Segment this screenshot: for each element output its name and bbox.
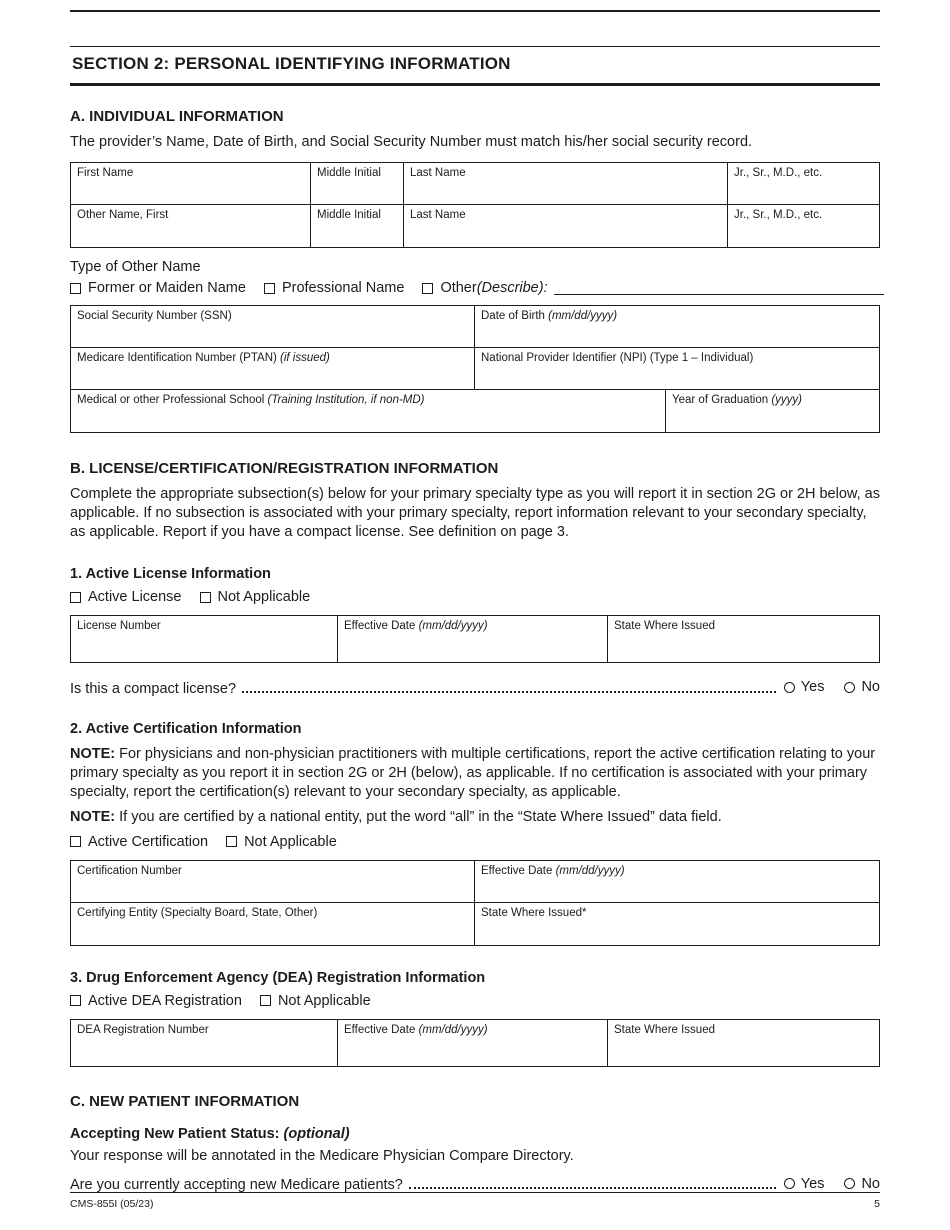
professional-name-label: Professional Name bbox=[281, 280, 405, 296]
compact-license-yes-radio[interactable] bbox=[784, 682, 795, 693]
certification-table-row2 bbox=[71, 903, 879, 945]
last-name-field[interactable] bbox=[404, 163, 728, 204]
license-options bbox=[70, 589, 880, 605]
dob-label: Date of Birth bbox=[481, 310, 549, 322]
page-footer bbox=[70, 1192, 880, 1210]
name-table-row1 bbox=[71, 163, 879, 205]
dea-number-field[interactable] bbox=[71, 1020, 338, 1066]
other-name-label: Other bbox=[440, 280, 477, 296]
accepting-status-label: Accepting New Patient Status: bbox=[70, 1125, 284, 1142]
new-patients-no-radio[interactable] bbox=[844, 1178, 855, 1189]
section-banner bbox=[70, 46, 880, 86]
cert-effective-date-note: (mm/dd/yyyy) bbox=[555, 864, 625, 877]
new-patients-yes-option[interactable] bbox=[784, 1176, 825, 1192]
other-describe-line[interactable] bbox=[554, 281, 884, 295]
accepting-status-note: (optional) bbox=[283, 1125, 350, 1142]
former-maiden-option[interactable] bbox=[70, 280, 246, 296]
cert-effective-date-label: Effective Date bbox=[481, 864, 556, 877]
other-last-name-label: Last Name bbox=[410, 209, 466, 221]
dea-table-row bbox=[71, 1020, 879, 1066]
dob-field[interactable] bbox=[475, 306, 879, 347]
active-certification-label: Active Certification bbox=[88, 833, 209, 850]
license-effective-date-field[interactable] bbox=[338, 616, 608, 662]
certifying-entity-field[interactable] bbox=[71, 903, 475, 945]
compact-license-question-row bbox=[70, 679, 880, 697]
top-rule bbox=[70, 10, 880, 12]
former-maiden-checkbox[interactable] bbox=[70, 283, 81, 294]
middle-initial-field[interactable] bbox=[311, 163, 404, 204]
dea-effective-date-field[interactable] bbox=[338, 1020, 608, 1066]
section-c-intro: Your response will be annotated in the Medicare Physician Compare Directory. bbox=[70, 1147, 574, 1164]
dea-state-label: State Where Issued bbox=[614, 1023, 715, 1036]
dotted-leader bbox=[242, 691, 776, 693]
cert-state-label: State Where Issued* bbox=[481, 906, 587, 919]
graduation-year-note: (yyyy) bbox=[771, 394, 802, 406]
section-c-title: C. NEW PATIENT INFORMATION bbox=[70, 1092, 300, 1110]
other-middle-initial-field[interactable] bbox=[311, 205, 404, 247]
certification-options bbox=[70, 834, 880, 850]
active-dea-option[interactable] bbox=[70, 993, 242, 1009]
active-dea-label: Active DEA Registration bbox=[88, 992, 242, 1009]
new-patients-yes-no-group bbox=[784, 1176, 880, 1192]
license-number-label: License Number bbox=[77, 620, 161, 632]
school-label: Medical or other Professional School bbox=[77, 394, 268, 406]
other-name-first-label: Other Name, First bbox=[77, 209, 169, 221]
ptan-npi-row bbox=[71, 348, 879, 390]
compact-license-no-label: No bbox=[861, 679, 880, 695]
note2-prefix: NOTE: bbox=[70, 808, 116, 825]
graduation-year-label: Year of Graduation bbox=[672, 394, 772, 406]
dea-effective-date-label: Effective Date bbox=[344, 1023, 419, 1036]
certification-note-2 bbox=[70, 808, 880, 827]
ssn-dob-row bbox=[71, 306, 879, 348]
dea-not-applicable-label: Not Applicable bbox=[277, 992, 371, 1009]
new-patients-no-label: No bbox=[861, 1175, 880, 1192]
graduation-year-field[interactable] bbox=[666, 390, 879, 432]
license-table-row bbox=[71, 616, 879, 662]
school-note: (Training Institution, if non-MD) bbox=[267, 394, 425, 406]
dea-options bbox=[70, 993, 880, 1009]
professional-name-checkbox[interactable] bbox=[264, 283, 275, 294]
last-name-label: Last Name bbox=[410, 167, 466, 179]
note1-prefix: NOTE: bbox=[70, 745, 116, 762]
note2-text: If you are certified by a national entity, put the word “all” in the “State Where Issued” data field. bbox=[115, 808, 722, 825]
dea-table bbox=[70, 1019, 880, 1067]
dob-format-note: (mm/dd/yyyy) bbox=[548, 310, 618, 322]
dea-subsection-title: 3. Drug Enforcement Agency (DEA) Registration Information bbox=[70, 969, 486, 986]
first-name-field[interactable] bbox=[71, 163, 311, 204]
active-certification-checkbox[interactable] bbox=[70, 836, 81, 847]
license-state-field[interactable] bbox=[608, 616, 879, 662]
suffix-field[interactable] bbox=[728, 163, 879, 204]
cert-not-applicable-label: Not Applicable bbox=[244, 833, 337, 850]
license-effective-date-label: Effective Date bbox=[344, 620, 419, 632]
license-subsection-title: 1. Active License Information bbox=[70, 566, 271, 582]
npi-label: National Provider Identifier (NPI) (Type 1 – Individual) bbox=[481, 352, 754, 364]
professional-name-option[interactable] bbox=[264, 280, 405, 296]
dea-number-label: DEA Registration Number bbox=[77, 1023, 209, 1036]
section-title: SECTION 2: PERSONAL IDENTIFYING INFORMATION bbox=[72, 54, 511, 73]
school-grad-row bbox=[71, 390, 879, 432]
certification-note-1 bbox=[70, 745, 880, 802]
other-name-option[interactable] bbox=[422, 280, 883, 296]
cert-not-applicable-option[interactable] bbox=[226, 834, 337, 850]
other-name-type-options bbox=[70, 280, 880, 296]
middle-initial-label: Middle Initial bbox=[317, 167, 381, 179]
license-effective-date-note: (mm/dd/yyyy) bbox=[418, 620, 488, 632]
dea-effective-date-note: (mm/dd/yyyy) bbox=[418, 1023, 488, 1036]
license-not-applicable-checkbox[interactable] bbox=[200, 592, 211, 603]
other-describe-label: (Describe): bbox=[476, 280, 548, 296]
license-not-applicable-option[interactable] bbox=[200, 589, 311, 605]
compact-license-yes-option[interactable] bbox=[784, 679, 825, 695]
certification-subsection-title: 2. Active Certification Information bbox=[70, 720, 302, 737]
note1-text: For physicians and non-physician practitioners with multiple certifications, report the active certification relating to your primary specialty as you report it in section 2G or 2H (below), as applicable. If no certification is associated with your primary specialty, report the certification(s) relevant to your secondary specialty, as applicable. bbox=[70, 745, 876, 800]
license-not-applicable-label: Not Applicable bbox=[217, 589, 311, 605]
other-name-checkbox[interactable] bbox=[422, 283, 433, 294]
dotted-leader-2 bbox=[409, 1187, 776, 1189]
new-patients-no-option[interactable] bbox=[844, 1176, 880, 1192]
page-number: 5 bbox=[874, 1198, 880, 1210]
new-patients-yes-radio[interactable] bbox=[784, 1178, 795, 1189]
compact-license-question: Is this a compact license? bbox=[70, 680, 237, 697]
ptan-field[interactable] bbox=[71, 348, 475, 389]
certification-number-label: Certification Number bbox=[77, 864, 182, 877]
new-patients-question: Are you currently accepting new Medicare patients? bbox=[70, 1177, 403, 1193]
dea-not-applicable-option[interactable] bbox=[260, 993, 371, 1009]
ssn-label: Social Security Number (SSN) bbox=[77, 310, 232, 322]
active-license-checkbox[interactable] bbox=[70, 592, 81, 603]
other-name-first-field[interactable] bbox=[71, 205, 311, 247]
section-a-intro: The provider’s Name, Date of Birth, and Social Security Number must match his/her social security record. bbox=[70, 134, 753, 150]
license-number-field[interactable] bbox=[71, 616, 338, 662]
school-field[interactable] bbox=[71, 390, 666, 432]
name-table-row2 bbox=[71, 205, 879, 247]
npi-field[interactable] bbox=[475, 348, 879, 389]
active-certification-option[interactable] bbox=[70, 834, 208, 850]
ptan-label: Medicare Identification Number (PTAN) bbox=[77, 352, 281, 364]
certification-table-row1 bbox=[71, 861, 879, 903]
new-patients-question-row bbox=[70, 1176, 880, 1194]
new-patients-yes-label: Yes bbox=[800, 1175, 825, 1192]
section-a-title: A. INDIVIDUAL INFORMATION bbox=[70, 108, 284, 125]
name-table bbox=[70, 162, 880, 248]
ptan-note: (if issued) bbox=[280, 352, 330, 364]
section-b-intro: Complete the appropriate subsection(s) below for your primary specialty type as you will report it in section 2G or 2H below, as applicable. If no subsection is associated with your primary specialty, report information relevant to your secondary specialty, as applicable. Report if you have a compact license. See definition on page 3. bbox=[70, 486, 880, 540]
cert-state-field[interactable] bbox=[475, 903, 879, 945]
former-maiden-label: Former or Maiden Name bbox=[88, 280, 246, 296]
active-dea-checkbox[interactable] bbox=[70, 995, 81, 1006]
section-b-title: B. LICENSE/CERTIFICATION/REGISTRATION INFORMATION bbox=[70, 460, 499, 477]
identifiers-table bbox=[70, 305, 880, 433]
cert-effective-date-field[interactable] bbox=[475, 861, 879, 902]
certification-number-field[interactable] bbox=[71, 861, 475, 902]
first-name-label: First Name bbox=[77, 167, 134, 179]
dea-not-applicable-checkbox[interactable] bbox=[260, 995, 271, 1006]
type-of-other-name-label: Type of Other Name bbox=[70, 259, 201, 275]
compact-license-no-radio[interactable] bbox=[844, 682, 855, 693]
compact-license-yes-no-group bbox=[784, 679, 880, 695]
license-state-label: State Where Issued bbox=[614, 620, 715, 632]
ssn-field[interactable] bbox=[71, 306, 475, 347]
certification-table bbox=[70, 860, 880, 946]
cert-not-applicable-checkbox[interactable] bbox=[226, 836, 237, 847]
certifying-entity-label: Certifying Entity (Specialty Board, State, Other) bbox=[77, 906, 318, 919]
accepting-status-line bbox=[70, 1125, 880, 1144]
license-table bbox=[70, 615, 880, 663]
form-number: CMS-855I (05/23) bbox=[70, 1198, 154, 1210]
other-suffix-label: Jr., Sr., M.D., etc. bbox=[734, 209, 823, 221]
other-last-name-field[interactable] bbox=[404, 205, 728, 247]
active-license-label: Active License bbox=[88, 589, 182, 605]
suffix-label: Jr., Sr., M.D., etc. bbox=[734, 167, 823, 179]
compact-license-yes-label: Yes bbox=[800, 679, 825, 695]
other-suffix-field[interactable] bbox=[728, 205, 879, 247]
active-license-option[interactable] bbox=[70, 589, 182, 605]
dea-state-field[interactable] bbox=[608, 1020, 879, 1066]
other-middle-initial-label: Middle Initial bbox=[317, 209, 381, 221]
compact-license-no-option[interactable] bbox=[844, 679, 880, 695]
